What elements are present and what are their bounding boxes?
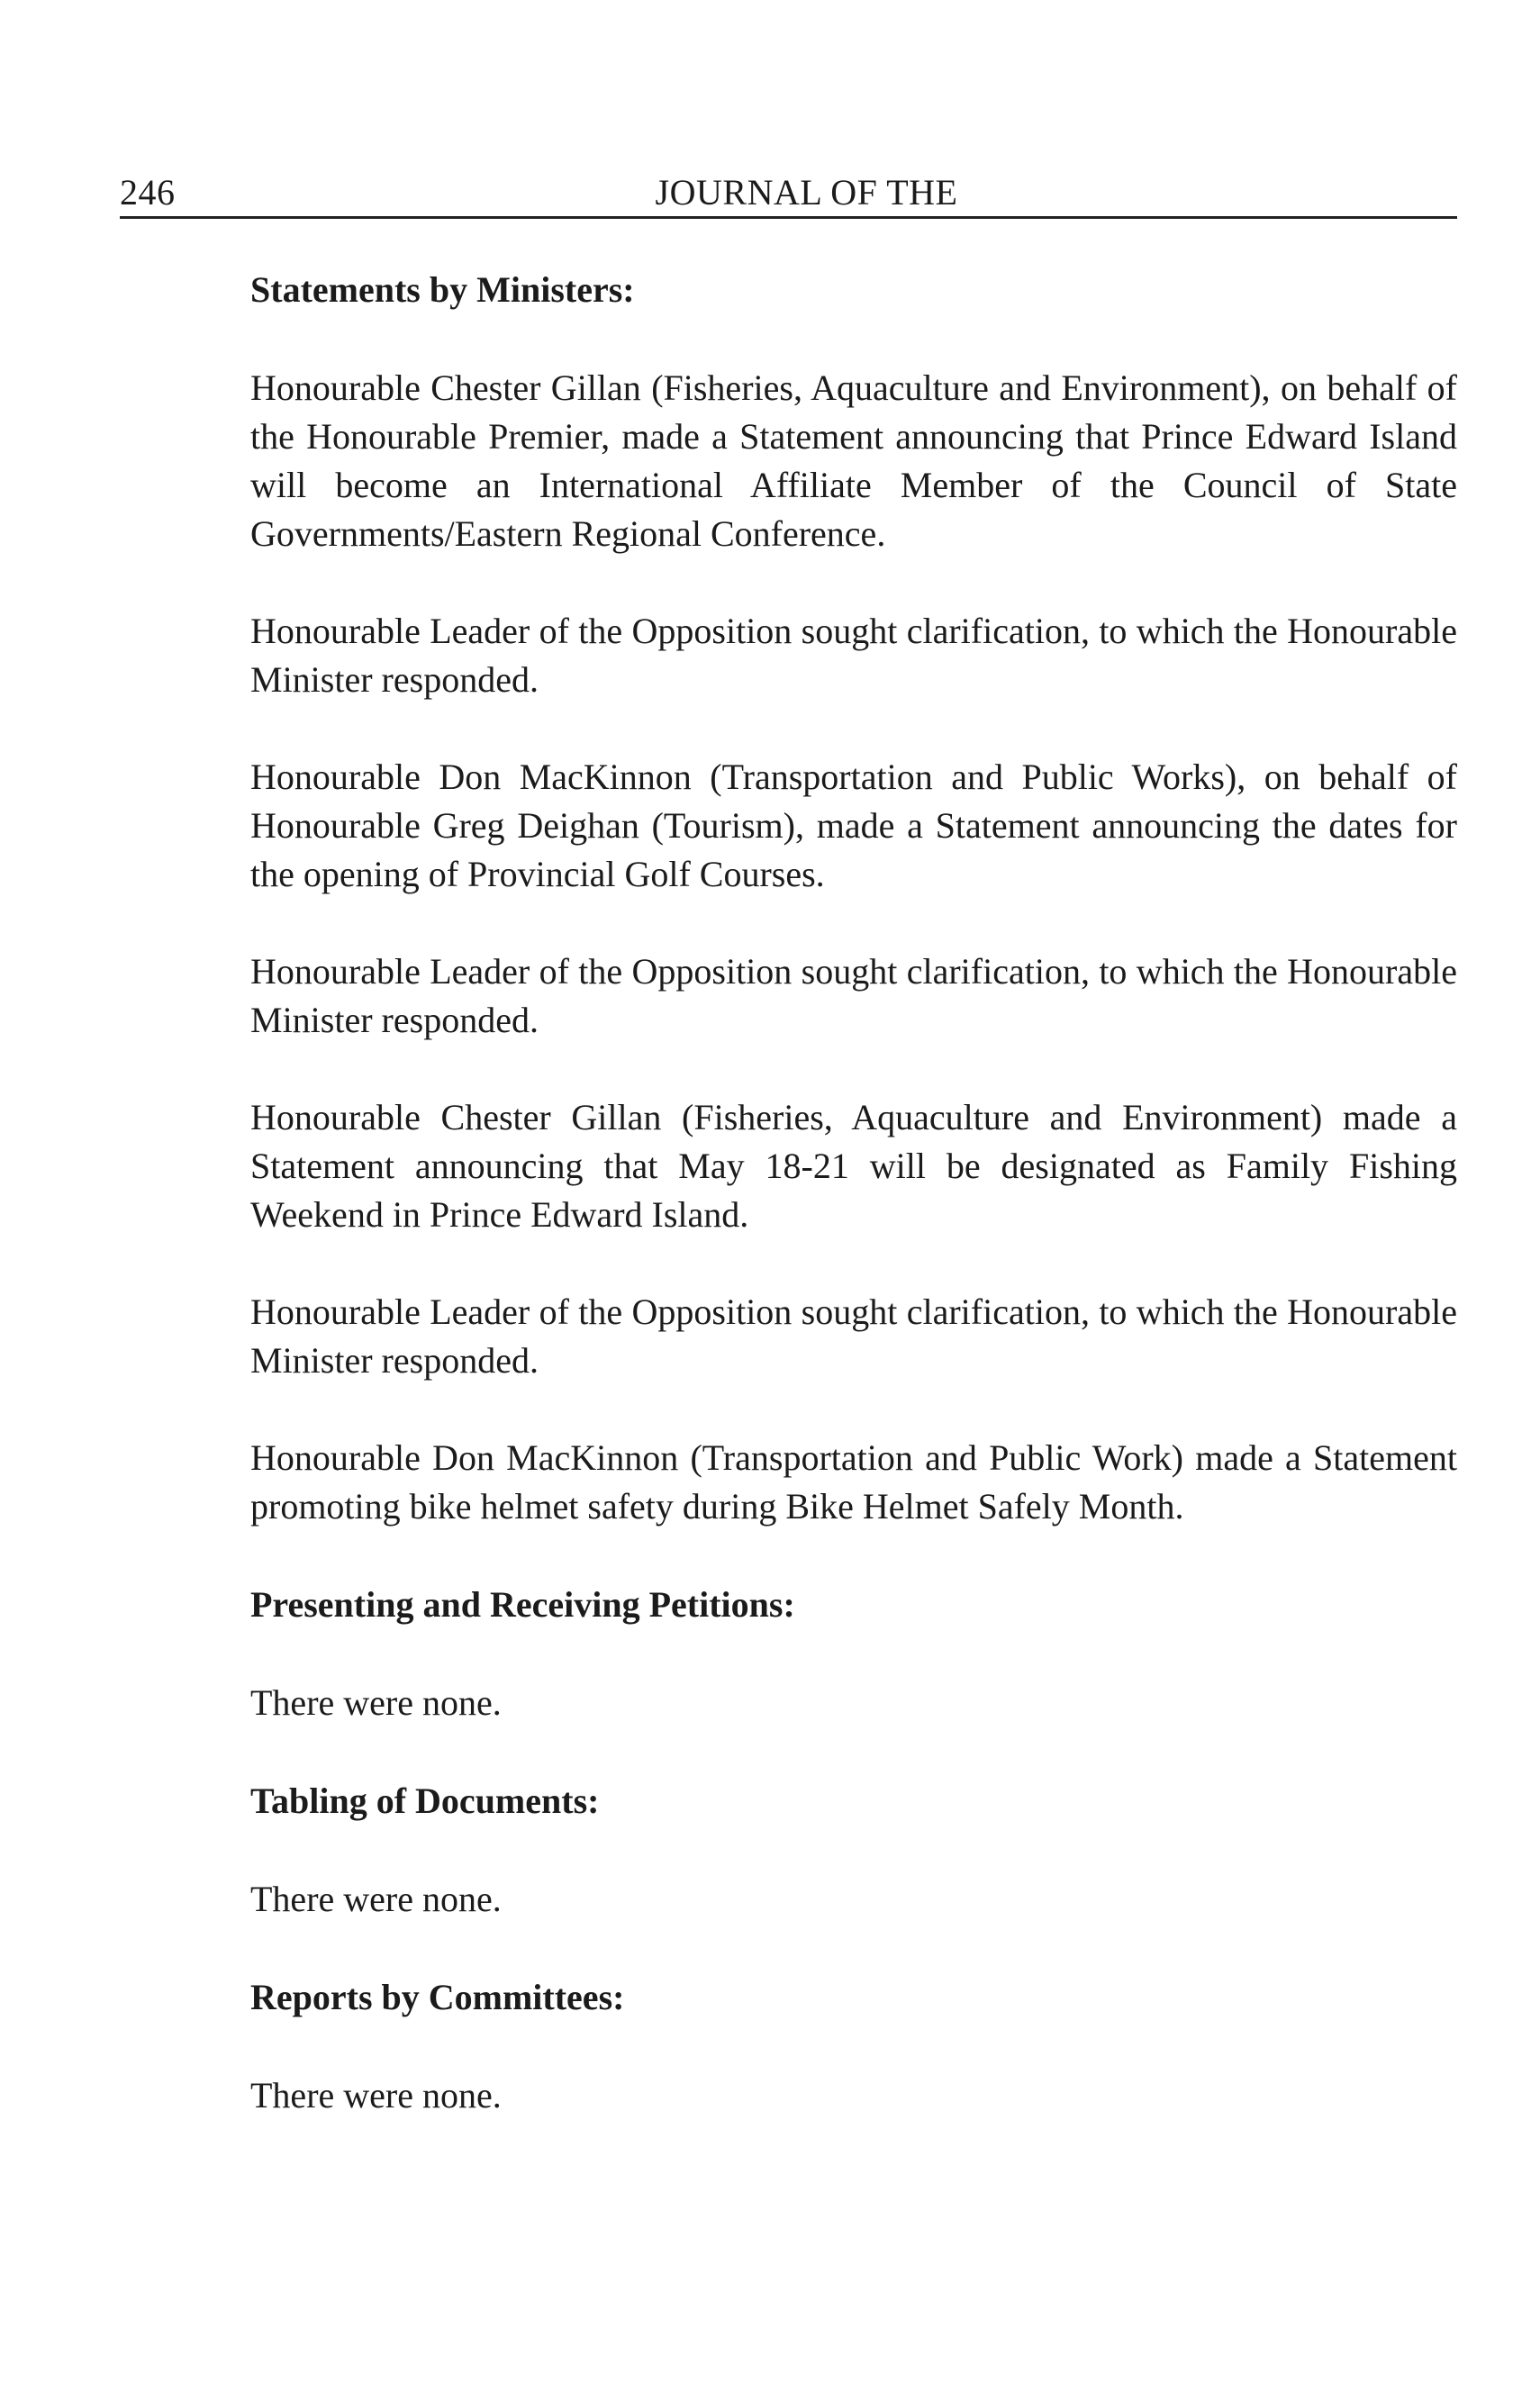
statement-paragraph: Honourable Don MacKinnon (Transportation and Public Work) made a Statement promoting bike helmet safety during Bike Helmet Safely Month. — [250, 1437, 1457, 1527]
statement-paragraph: Honourable Leader of the Opposition sought clarification, to which the Honourable Minister responded. — [250, 1291, 1457, 1381]
journal-content — [250, 266, 1457, 2120]
petitions-text: There were none. — [250, 1682, 502, 1723]
statement-paragraph: Honourable Leader of the Opposition sought clarification, to which the Honourable Minister responded. — [250, 611, 1457, 700]
statement-paragraph: Honourable Chester Gillan (Fisheries, Aquaculture and Environment) made a Statement announcing that May 18-21 will be designated as Family Fishing Weekend in Prince Edward Island. — [250, 1097, 1457, 1235]
section-heading-committees: Reports by Committees: — [250, 1977, 625, 2017]
committees-text: There were none. — [250, 2075, 502, 2116]
statement-paragraph: Honourable Don MacKinnon (Transportation and Public Works), on behalf of Honourable Greg Deighan (Tourism), made a Statement announcing the dates for the opening of Provincial Golf Courses. — [250, 757, 1457, 894]
section-heading-statements: Statements by Ministers: — [250, 269, 635, 310]
statement-paragraph: Honourable Leader of the Opposition sought clarification, to which the Honourable Minister responded. — [250, 951, 1457, 1040]
running-head — [120, 160, 1457, 219]
page-number: 246 — [120, 172, 176, 213]
journal-title: JOURNAL OF THE — [655, 172, 958, 213]
section-heading-tabling: Tabling of Documents: — [250, 1780, 600, 1821]
tabling-text: There were none. — [250, 1879, 502, 1919]
statement-paragraph: Honourable Chester Gillan (Fisheries, Aquaculture and Environment), on behalf of the Honourable Premier, made a Statement announcing that Prince Edward Island will become an International Affiliate Member of the Council of State Governments/Eastern Regional Conference. — [250, 367, 1457, 554]
section-heading-petitions: Presenting and Receiving Petitions: — [250, 1584, 795, 1625]
